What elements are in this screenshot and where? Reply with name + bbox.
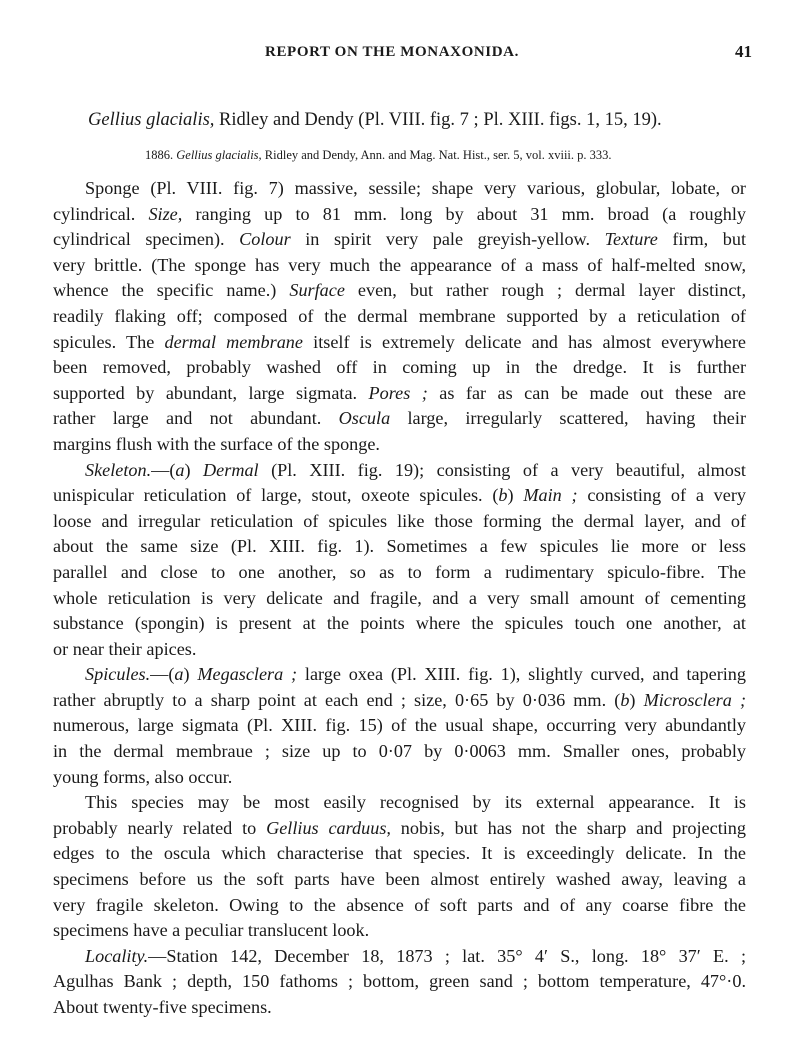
species-authority: Ridley and Dendy (Pl. VIII. fig. 7 ; Pl. XIII. figs. 1, 15, 19).	[214, 110, 662, 130]
text-line	[53, 406, 746, 432]
text-line	[53, 483, 746, 509]
text-run: )	[507, 485, 524, 506]
text-run: Megasclera ;	[197, 664, 298, 685]
text-line	[53, 534, 746, 560]
text-run: edges to the oscula which characterise that species. It is exceedingly delicate. In the	[53, 843, 746, 864]
text-line	[53, 944, 746, 970]
text-run: b	[498, 485, 508, 506]
text-run: young forms, also occur.	[53, 766, 233, 787]
text-run: This species may be most easily recognised by its external appearance. It is	[85, 792, 746, 813]
text-run: as far as can be made out these are	[427, 382, 746, 403]
text-line	[53, 918, 746, 944]
citation-species: Gellius glacialis,	[176, 148, 262, 162]
text-run: unispicular reticulation of large, stout, oxeote spicules. (	[53, 485, 499, 506]
text-run: )	[629, 689, 644, 710]
citation	[145, 145, 785, 165]
text-run: Texture	[604, 229, 658, 250]
text-line	[53, 432, 746, 458]
species-heading	[88, 107, 768, 133]
citation-year: 1886.	[145, 148, 174, 162]
text-line	[53, 355, 746, 381]
text-run: nobis, but has not the sharp and projecting	[390, 817, 746, 838]
text-line	[53, 765, 746, 791]
text-line	[53, 304, 746, 330]
text-line	[53, 790, 746, 816]
text-line	[53, 713, 746, 739]
text-run: rather large and not abundant.	[53, 408, 339, 429]
text-run: Agulhas Bank ; depth, 150 fathoms ; bottom, green sand ; bottom temperature, 47°·0.	[53, 971, 746, 992]
text-line	[53, 202, 746, 228]
text-line	[53, 662, 746, 688]
text-run: about the same size (Pl. XIII. fig. 1). Sometimes a few spicules lie more or less	[53, 536, 746, 557]
text-run: substance (spongin) is present at the points where the spicules touch one another, at	[53, 613, 746, 634]
text-run: large oxea (Pl. XIII. fig. 1), slightly curved, and tapering	[297, 664, 746, 685]
text-run: consisting of a very	[577, 485, 746, 506]
text-line	[53, 227, 746, 253]
text-run: even, but rather rough ; dermal layer distinct,	[344, 280, 746, 301]
text-run: Microsclera ;	[643, 689, 746, 710]
text-run: numerous, large sigmata (Pl. XIII. fig. 15) of the usual shape, occurring very abundantly	[53, 715, 746, 736]
text-run: Skeleton.	[85, 459, 152, 480]
text-run: firm, but	[657, 229, 747, 250]
text-run: Size,	[148, 203, 183, 224]
text-line	[53, 867, 746, 893]
text-run: dermal membrane	[164, 331, 303, 352]
citation-reference: Ridley and Dendy, Ann. and Mag. Nat. Hist., ser. 5, vol. xviii. p. 333.	[261, 148, 612, 162]
text-run: Colour	[239, 229, 291, 250]
text-run: Pores ;	[368, 382, 428, 403]
text-run: )	[183, 664, 198, 685]
text-line	[53, 278, 746, 304]
text-line	[53, 176, 746, 202]
text-line	[53, 739, 746, 765]
text-line	[53, 841, 746, 867]
paragraph-skeleton	[53, 458, 746, 663]
text-run: very fragile skeleton. Owing to the absence of soft parts and of any coarse fibre the	[53, 894, 746, 915]
text-run: rather abruptly to a sharp point at each end ; size, 0·65 by 0·036 mm. (	[53, 689, 621, 710]
text-run: spicules. The	[53, 331, 165, 352]
text-run: whole reticulation is very delicate and fragile, and a very small amount of cementing	[53, 587, 746, 608]
text-run: —Station 142, December 18, 1873 ; lat. 35° 4′ S., long. 18° 37′ E. ;	[148, 945, 746, 966]
text-run: very brittle. (The sponge has very much the appearance of a mass of half-melted snow,	[53, 254, 746, 275]
body-text	[53, 176, 746, 1021]
text-line	[53, 969, 746, 995]
text-line	[53, 611, 746, 637]
running-head	[52, 40, 752, 64]
text-run: probably nearly related to	[53, 817, 267, 838]
page-number: 41	[735, 42, 752, 61]
text-line	[53, 688, 746, 714]
text-run: About twenty-five specimens.	[53, 997, 272, 1017]
text-run: itself is extremely delicate and has almost everywhere	[302, 331, 746, 352]
text-run: been removed, probably washed off in coming up in the dredge. It is further	[53, 357, 746, 378]
text-run: ranging up to 81 mm. long by about 31 mm. broad (a roughly	[182, 203, 746, 224]
text-run: in the dermal membraue ; size up to 0·07 by 0·0063 mm. Smaller ones, probably	[53, 741, 746, 762]
text-run: Main ;	[523, 485, 578, 506]
text-line	[53, 253, 746, 279]
text-run: Dermal	[203, 459, 259, 480]
paragraph-remarks	[53, 790, 746, 944]
text-line	[53, 381, 746, 407]
text-run: whence the specific name.)	[53, 280, 290, 301]
text-run: specimens have a peculiar translucent look.	[53, 920, 370, 941]
text-run: Spicules.	[85, 664, 151, 685]
paragraph-description	[53, 176, 746, 458]
text-run: b	[620, 689, 630, 710]
text-run: —(	[150, 664, 175, 685]
text-run: Oscula	[338, 408, 391, 429]
text-run: )	[184, 459, 204, 480]
text-line	[53, 458, 746, 484]
text-run: loose and irregular reticulation of spicules like those forming the dermal layer, and of	[53, 510, 746, 531]
text-run: Sponge (Pl. VIII. fig. 7) massive, sessile; shape very various, globular, lobate, or	[85, 178, 746, 198]
paragraph-spicules	[53, 662, 746, 790]
text-run: specimens before us the soft parts have been almost entirely washed away, leaving a	[53, 869, 746, 890]
running-title: REPORT ON THE MONAXONIDA.	[265, 44, 519, 60]
text-run: cylindrical.	[53, 203, 149, 224]
text-run: (Pl. XIII. fig. 19); consisting of a very beautiful, almost	[258, 459, 746, 480]
text-run: parallel and close to one another, so as to form a rudimentary spiculo-fibre. The	[53, 561, 746, 582]
text-run: supported by abundant, large sigmata.	[53, 382, 369, 403]
text-line	[53, 637, 746, 663]
text-run: Gellius carduus,	[266, 817, 391, 838]
text-run: or near their apices.	[53, 638, 197, 659]
text-run: cylindrical specimen).	[53, 229, 240, 250]
text-run: a	[175, 459, 185, 480]
text-line	[53, 816, 746, 842]
text-run: in spirit very pale greyish-yellow.	[290, 229, 605, 250]
text-line	[53, 560, 746, 586]
text-line	[53, 509, 746, 535]
species-name: Gellius glacialis,	[88, 110, 215, 130]
text-line	[53, 893, 746, 919]
paragraph-locality	[53, 944, 746, 1021]
text-run: margins flush with the surface of the sponge.	[53, 433, 380, 454]
text-run: Locality.	[85, 945, 149, 966]
text-run: —(	[151, 459, 176, 480]
text-run: readily flaking off; composed of the dermal membrane supported by a reticulation of	[53, 305, 746, 326]
text-run: Surface	[289, 280, 345, 301]
text-line	[53, 995, 746, 1021]
text-line	[53, 330, 746, 356]
text-run: large, irregularly scattered, having their	[390, 408, 746, 429]
text-line	[53, 586, 746, 612]
text-run: a	[174, 664, 184, 685]
